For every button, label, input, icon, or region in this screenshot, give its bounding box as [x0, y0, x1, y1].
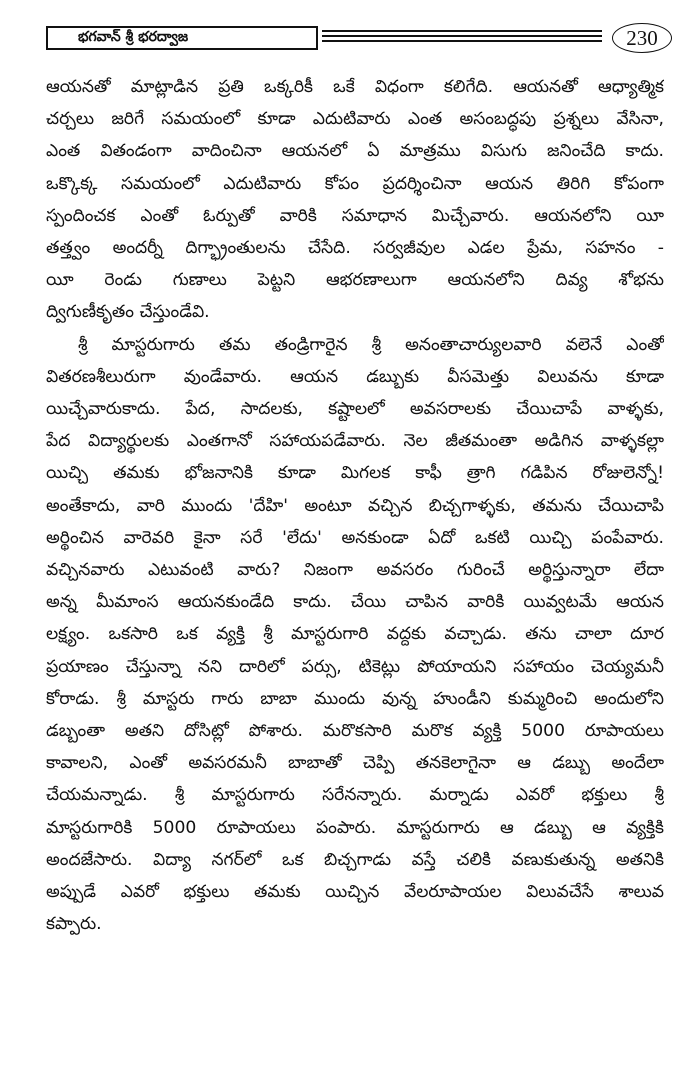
body-text: [46, 71, 664, 940]
text-line: కోరాడు. శ్రీ మాస్టరు గారు బాబా ముందు వున్న హుండీని కుమ్మరించి అందులోని: [46, 688, 664, 709]
text-line: వచ్చినవారు ఎటువంటి వారు? నిజంగా అవసరం గురించే అర్థిస్తున్నారా లేదా: [46, 560, 664, 581]
page-number: 230: [612, 23, 672, 53]
text-line: లక్ష్యం. ఒకసారి ఒక వ్యక్తి శ్రీ మాస్టరుగారి వద్దకు వచ్చాడు. తను చాలా దూర: [46, 624, 664, 645]
text-line: యిచ్చి తమకు భోజనానికి కూడా మిగలక కాఫీ త్రాగి గడిపిన రోజులెన్నో!: [46, 463, 664, 484]
text-line: కప్పారు.: [46, 914, 102, 935]
text-line: తత్త్వం అందర్నీ దిగ్భ్రాంతులను చేసేది. సర్వజీవుల ఎడల ప్రేమ, సహనం -: [46, 238, 664, 259]
text-line: శ్రీ మాస్టరుగారు తమ తండ్రిగారైన శ్రీ అనంతాచార్యులవారి వలెనే ఎంతో: [78, 334, 664, 355]
text-line: డబ్బంతా అతని దోసిట్లో పోశారు. మరొకసారి మరొక వ్యక్తి 5000 రూపాయలు: [46, 721, 664, 742]
text-line: అన్న మీమాంస ఆయనకుండేది కాదు. చేయి చాపిన వారికి యివ్వటమే ఆయన: [46, 592, 664, 613]
text-line: అందజేసారు. విద్యా నగర్‌లో ఒక బిచ్చగాడు వస్తే చలికి వణుకుతున్న అతనికి: [46, 849, 664, 870]
text-line: కావాలని, ఎంతో అవసరమనీ బాబాతో చెప్పి తనకెలాగైనా ఆ డబ్బు అందేలా: [46, 753, 664, 774]
text-line: ఎంత వితండంగా వాదించినా ఆయనలో ఏ మాత్రము విసుగు జనించేది కాదు.: [46, 141, 664, 162]
text-line: ప్రయాణం చేస్తున్నా నని దారిలో పర్సు, టికెట్లు పోయాయని సహాయం చెయ్యమనీ: [46, 656, 664, 677]
text-line: స్పందించక ఎంతో ఓర్పుతో వారికి సమాధాన మిచ్చేవారు. ఆయనలోని యీ: [46, 205, 664, 226]
text-line: వితరణశీలురుగా వుండేవారు. ఆయన డబ్బుకు వీసమెత్తు విలువను కూడా: [46, 366, 664, 387]
text-line: ద్విగుణీకృతం చేస్తుండేవి.: [46, 302, 210, 323]
text-line: అప్పుడే ఎవరో భక్తులు తమకు యిచ్చిన వేలరూపాయల విలువచేసే శాలువ: [46, 882, 664, 903]
text-line: పేద విద్యార్థులకు ఎంతగానో సహాయపడేవారు. నెల జీతమంతా అడిగిన వాళ్ళకల్లా: [46, 431, 664, 452]
text-line: ఆయనతో మాట్లాడిన ప్రతి ఒక్కరికీ ఒకే విధంగా కలిగేది. ఆయనతో ఆధ్యాత్మిక: [46, 77, 664, 97]
page-header: [46, 26, 666, 54]
book-title: భగవాన్ శ్రీ భరద్వాజ: [46, 26, 318, 50]
text-line: చర్చలు జరిగే సమయంలో కూడా ఎదుటివారు ఎంత అసంబద్ధపు ప్రశ్నలు వేసినా,: [46, 109, 664, 130]
text-line: అంతేకాదు, వారి ముందు 'దేహి' అంటూ వచ్చిన బిచ్చగాళ్ళకు, తమను చేయిచాపి: [46, 495, 664, 516]
text-line: యిచ్చేవారుకాదు. పేద, సాదలకు, కష్టాలలో అవసరాలకు చేయిచాపే వాళ్ళకు,: [46, 399, 664, 420]
header-rules: [322, 30, 602, 48]
text-line: అర్థించిన వారెవరి కైనా సరే 'లేదు' అనకుండా ఏదో ఒకటి యిచ్చి పంపేవారు.: [46, 527, 664, 548]
text-line: మాస్టరుగారికి 5000 రూపాయలు పంపారు. మాస్టరుగారు ఆ డబ్బు ఆ వ్యక్తికి: [46, 817, 664, 838]
text-line: చేయమన్నాడు. శ్రీ మాస్టరుగారు సరేనన్నారు. మర్నాడు ఎవరో భక్తులు శ్రీ: [46, 785, 664, 806]
text-line: ఒక్కొక్క సమయంలో ఎదుటివారు కోపం ప్రదర్శించినా ఆయన తిరిగి కోపంగా: [46, 173, 664, 194]
text-line: యీ రెండు గుణాలు పెట్టని ఆభరణాలుగా ఆయనలోని దివ్య శోభను: [46, 270, 664, 291]
